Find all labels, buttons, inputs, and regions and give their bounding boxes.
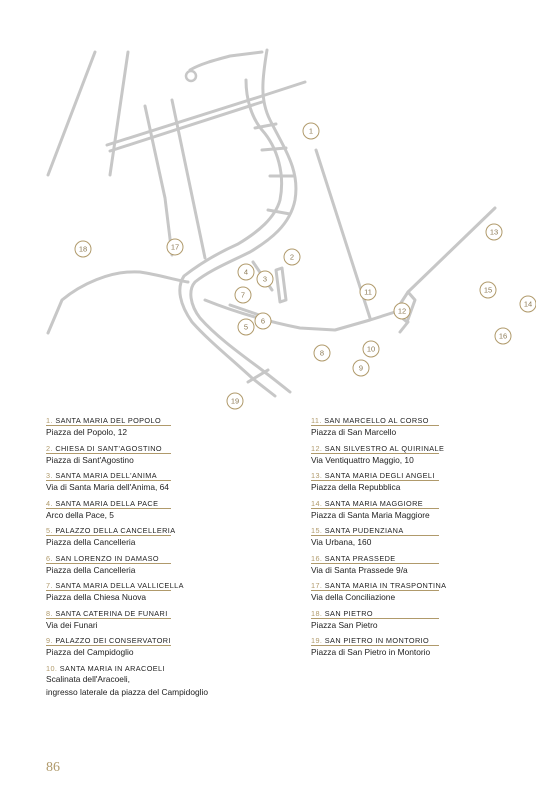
svg-text:13: 13 [489,227,499,237]
svg-text:1: 1 [308,126,314,136]
svg-text:6: 6 [260,316,266,326]
svg-text:11: 11 [364,287,372,297]
entry-number: 19. [311,636,323,645]
entry-title [311,467,439,481]
svg-text:3: 3 [262,274,268,284]
entry-title [311,550,439,564]
entry-title [311,522,439,536]
entry-name: SAN PIETRO IN MONTORIO [324,636,430,645]
legend-entry [46,440,276,468]
entry-title [46,495,171,509]
entry-name: SANTA MARIA DELLA PACE [55,498,159,508]
entry-number: 5. [46,526,53,535]
entry-number: 10. [46,663,58,673]
legend-list-left [46,412,276,700]
entry-name: SANTA PUDENZIANA [324,526,404,535]
entry-number: 9. [46,636,53,645]
entry-address: Piazza del Popolo, 12 [46,427,128,437]
entry-title [46,577,184,591]
map-marker[interactable] [257,271,273,287]
legend-entry [311,605,536,633]
legend-entry [46,632,276,660]
page-number: 86 [46,760,60,775]
legend-entry [311,440,536,468]
map-marker[interactable] [284,249,300,265]
entry-number: 18. [311,608,323,618]
entry-number: 17. [311,581,323,590]
entry-title [46,467,171,481]
map-marker[interactable] [486,224,502,240]
entry-title [311,412,439,426]
entry-number: 16. [311,553,323,563]
entry-name: SANTA MARIA DELL'ANIMA [55,471,158,480]
legend-entry [46,495,276,523]
entry-title [311,495,439,509]
map-marker[interactable] [227,393,243,409]
legend-entry [46,412,276,440]
legend-entry [311,577,536,605]
svg-text:17: 17 [170,242,180,252]
entry-title [46,550,171,564]
entry-title [311,632,439,646]
legend-entry [46,467,276,495]
entry-name: SANTA MARIA MAGGIORE [324,498,424,508]
entry-number: 3. [46,471,53,480]
entry-address: Piazza della Cancelleria [46,537,136,547]
entry-title [311,605,439,619]
svg-text:7: 7 [240,290,246,300]
entry-name: SANTA MARIA IN ARACOELI [59,663,165,673]
entry-name: SANTA MARIA DEL POPOLO [55,416,162,425]
legend-entry [311,550,536,578]
entry-address: Piazza della Cancelleria [46,564,136,575]
entry-number: 11. [311,416,322,425]
road-network [48,50,495,396]
entry-address: Piazza del Campidoglio [46,647,134,657]
svg-text:10: 10 [366,344,376,354]
entry-number: 6. [46,553,53,563]
entry-address: Piazza di San Pietro in Montorio [311,647,431,657]
entry-address: Via di Santa Prassede 9/a [311,564,408,575]
entry-title [46,440,171,454]
entry-number: 15. [311,526,323,535]
entry-address: ingresso laterale da piazza del Campidoglio [46,687,209,697]
entry-number: 7. [46,581,53,590]
svg-text:4: 4 [243,267,249,277]
map-marker[interactable] [353,360,369,376]
map-marker[interactable] [360,284,376,300]
svg-text:9: 9 [358,363,364,373]
entry-number: 14. [311,498,323,508]
entry-title [46,522,176,536]
svg-text:19: 19 [230,396,240,406]
map-markers [75,123,536,409]
entry-title [46,605,171,619]
legend-entry [311,467,536,495]
legend-entry [46,550,276,578]
entry-address: Piazza di San Marcello [311,427,397,437]
map-marker[interactable] [314,345,330,361]
map-marker[interactable] [255,313,271,329]
entry-name: SAN LORENZO IN DAMASO [55,553,160,563]
svg-text:8: 8 [319,348,325,358]
map-marker[interactable] [520,296,536,312]
entry-number: 12. [311,443,323,453]
map-marker[interactable] [238,319,254,335]
entry-address: Via Ventiquattro Maggio, 10 [311,454,414,465]
map-marker[interactable] [167,239,183,255]
entry-address: Arco della Pace, 5 [46,509,114,520]
svg-text:18: 18 [78,244,88,254]
map-marker[interactable] [303,123,319,139]
entry-name: SAN MARCELLO AL CORSO [324,416,429,425]
legend-entry [46,605,276,633]
svg-text:12: 12 [397,306,407,316]
entry-address: Via dei Funari [46,619,98,630]
svg-text:2: 2 [289,252,295,262]
map-marker[interactable] [394,303,410,319]
entry-address: Via Urbana, 160 [311,537,372,547]
map-marker[interactable] [235,287,251,303]
entry-title [311,577,447,591]
legend-entry [46,660,276,700]
entry-address: Piazza di Santa Maria Maggiore [311,509,430,520]
entry-title [46,660,171,673]
legend-entry [311,632,536,660]
svg-text:5: 5 [243,322,249,332]
entry-name: SAN SILVESTRO AL QUIRINALE [324,443,445,453]
map-marker[interactable] [495,328,511,344]
entry-name: SANTA MARIA DELLA VALLICELLA [55,581,184,590]
entry-address: Scalinata dell'Aracoeli, [46,673,130,684]
map-marker[interactable] [480,282,496,298]
entry-name: PALAZZO DELLA CANCELLERIA [55,526,176,535]
entry-title [46,632,171,646]
entry-title [46,412,171,426]
entry-number: 2. [46,443,53,453]
entry-name: CHIESA DI SANT'AGOSTINO [55,443,163,453]
entry-number: 1. [46,416,53,425]
entry-name: SANTA MARIA DEGLI ANGELI [324,471,435,480]
legend-entry [311,522,536,550]
map-marker[interactable] [75,241,91,257]
entry-address: Piazza della Chiesa Nuova [46,592,147,602]
entry-address: Piazza di Sant'Agostino [46,454,134,465]
entry-number: 4. [46,498,53,508]
entry-title [311,440,445,454]
entry-name: SANTA CATERINA DE FUNARI [55,608,168,618]
legend-entry [311,412,536,440]
entry-number: 8. [46,608,53,618]
entry-address: Via di Santa Maria dell'Anima, 64 [46,482,169,492]
entry-name: SANTA MARIA IN TRASPONTINA [324,581,447,590]
legend-entry [46,577,276,605]
svg-text:14: 14 [523,299,533,309]
entry-name: PALAZZO DEI CONSERVATORI [55,636,171,645]
map-marker[interactable] [363,341,379,357]
map-marker[interactable] [238,264,254,280]
legend-list-right [311,412,536,660]
legend-entry [46,522,276,550]
entry-address: Via della Conciliazione [311,592,396,602]
svg-text:16: 16 [498,331,508,341]
svg-text:15: 15 [483,285,493,295]
legend-entry [311,495,536,523]
entry-address: Piazza della Repubblica [311,482,401,492]
entry-name: SAN PIETRO [324,608,373,618]
entry-number: 13. [311,471,323,480]
entry-name: SANTA PRASSEDE [324,553,396,563]
entry-address: Piazza San Pietro [311,619,378,630]
